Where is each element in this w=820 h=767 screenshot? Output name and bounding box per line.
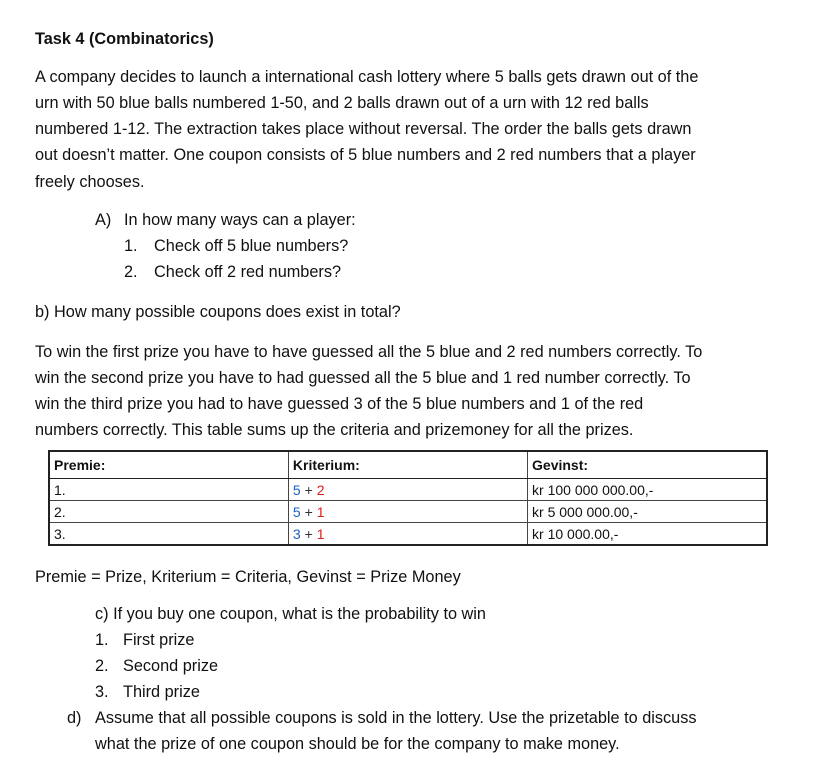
header-gevinst: Gevinst: xyxy=(528,451,767,479)
intro-line: out doesn’t matter. One coupon consists of 5 blue numbers and 2 red numbers that a player xyxy=(35,146,696,164)
cell-premie: 3. xyxy=(49,523,288,546)
intro-line: urn with 50 blue balls numbered 1-50, and 2 balls drawn out of a urn with 12 red balls xyxy=(35,94,649,112)
part-d-label: d) xyxy=(67,709,82,727)
header-kriterium: Kriterium: xyxy=(288,451,527,479)
part-a-item xyxy=(124,237,348,256)
blue-count: 5 xyxy=(292,503,301,520)
list-number: 2. xyxy=(95,657,109,675)
list-number: 3. xyxy=(95,683,109,701)
prize-line: numbers correctly. This table sums up the criteria and prizemoney for all the prizes. xyxy=(35,421,634,439)
table-row xyxy=(49,523,767,546)
list-number: 2. xyxy=(124,263,138,281)
header-premie: Premie: xyxy=(49,451,288,479)
prize-line: win the third prize you had to have guessed 3 of the 5 blue numbers and 1 of the red xyxy=(35,395,644,413)
cell-kriterium xyxy=(288,501,527,523)
list-text: Check off 5 blue numbers? xyxy=(154,237,349,255)
prize-table xyxy=(48,450,768,546)
red-count: 2 xyxy=(316,481,325,498)
red-count: 1 xyxy=(316,503,325,520)
red-count: 1 xyxy=(316,525,325,542)
list-text: Second prize xyxy=(123,657,219,675)
list-number: 1. xyxy=(124,237,138,255)
cell-gevinst: kr 5 000 000.00,- xyxy=(528,501,767,523)
plus-sign: + xyxy=(304,503,313,520)
cell-kriterium xyxy=(288,479,527,501)
list-text: First prize xyxy=(123,631,195,649)
cell-premie: 2. xyxy=(49,501,288,523)
list-text: Third prize xyxy=(123,683,200,701)
cell-premie: 1. xyxy=(49,479,288,501)
task-title: Task 4 (Combinatorics) xyxy=(35,30,214,48)
intro-line: freely chooses. xyxy=(35,173,145,191)
list-text: Check off 2 red numbers? xyxy=(154,263,342,281)
blue-count: 3 xyxy=(292,525,301,542)
table-row xyxy=(49,479,767,501)
part-b-question: b) How many possible coupons does exist in total? xyxy=(35,303,401,321)
part-a-question: In how many ways can a player: xyxy=(124,211,356,229)
intro-line: A company decides to launch a international cash lottery where 5 balls gets drawn out of the xyxy=(35,68,699,86)
cell-gevinst: kr 100 000 000.00,- xyxy=(528,479,767,501)
cell-kriterium xyxy=(288,523,527,546)
plus-sign: + xyxy=(304,525,313,542)
part-a-label: A) xyxy=(95,211,112,229)
table-row xyxy=(49,501,767,523)
part-c-item xyxy=(95,683,200,702)
table-header-row xyxy=(49,451,767,479)
plus-sign: + xyxy=(304,481,313,498)
table-legend: Premie = Prize, Kriterium = Criteria, Gevinst = Prize Money xyxy=(35,568,461,586)
prize-line: win the second prize you have to had guessed all the 5 blue and 1 red number correctly. To xyxy=(35,369,691,387)
blue-count: 5 xyxy=(292,481,301,498)
part-d-line: what the prize of one coupon should be for the company to make money. xyxy=(95,735,620,753)
cell-gevinst: kr 10 000.00,- xyxy=(528,523,767,546)
intro-line: numbered 1-12. The extraction takes place without reversal. The order the balls gets drawn xyxy=(35,120,692,138)
prize-line: To win the first prize you have to have guessed all the 5 blue and 2 red numbers correctly. To xyxy=(35,343,703,361)
part-d-line: Assume that all possible coupons is sold in the lottery. Use the prizetable to discuss xyxy=(95,709,697,727)
part-a-item xyxy=(124,263,341,282)
part-c-question: c) If you buy one coupon, what is the probability to win xyxy=(95,605,486,623)
list-number: 1. xyxy=(95,631,109,649)
part-c-item xyxy=(95,631,194,650)
part-c-item xyxy=(95,657,218,676)
